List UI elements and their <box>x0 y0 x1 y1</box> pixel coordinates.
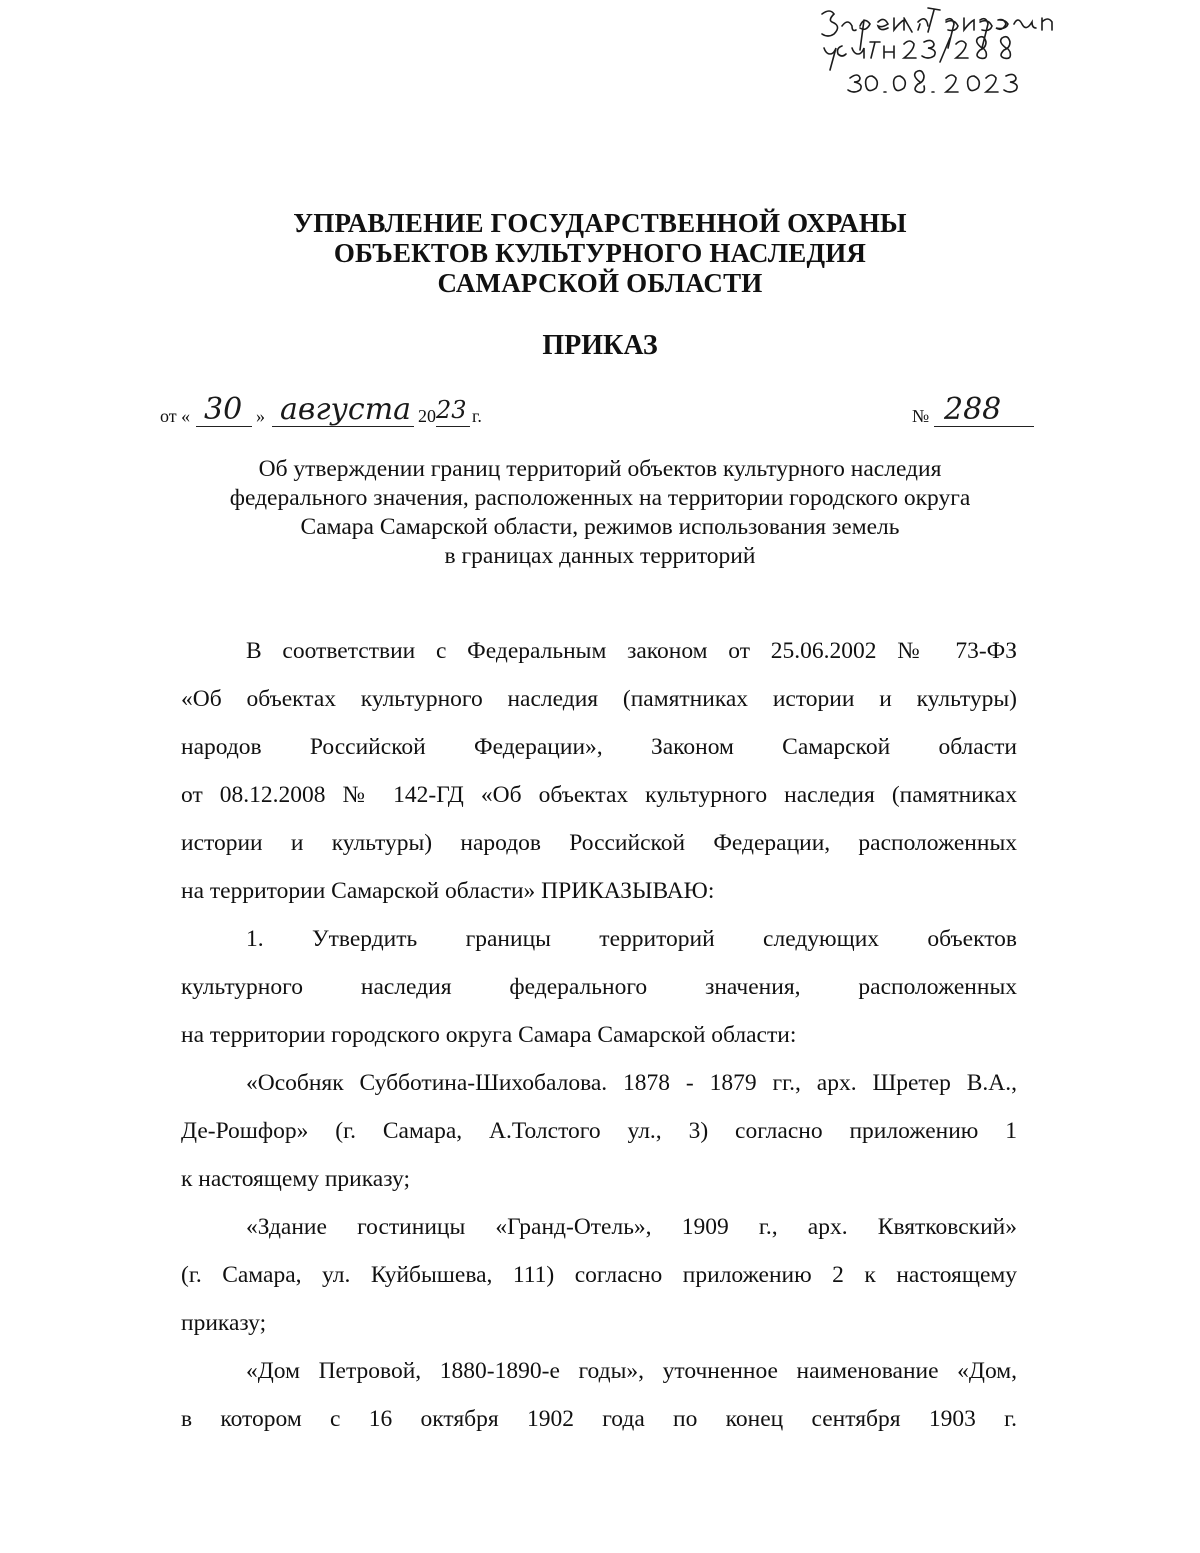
object-2-line-3: приказу; <box>181 1310 267 1336</box>
title-line-4: в границах данных территорий <box>444 543 756 569</box>
object-3-line-2: в котором с 16 октября 1902 года по конец сентября 1903 г. <box>181 1406 1017 1432</box>
date-quote-close: » <box>256 406 265 426</box>
year-prefix: 20 <box>418 406 436 426</box>
paragraph-preamble-line-6: на территории Самарской области» ПРИКАЗЫВАЮ: <box>181 878 715 904</box>
date-prefix: от « <box>160 406 191 426</box>
issuing-authority <box>0 208 1200 298</box>
paragraph-preamble-line-2: «Об объектах культурного наследия (памятниках истории и культуры) <box>181 686 1017 712</box>
document-body <box>181 627 1017 1443</box>
item-1-line-3: на территории городского округа Самара Самарской области: <box>181 1022 797 1048</box>
object-3-line-1: «Дом Петровой, 1880-1890-е годы», уточненное наименование «Дом, <box>246 1358 1017 1384</box>
object-1-line-1: «Особняк Субботина-Шихобалова. 1878 - 1879 гг., арх. Шретер В.А., <box>246 1070 1017 1096</box>
object-1-line-2: Де-Рошфор» (г. Самара, А.Толстого ул., 3) согласно приложению 1 <box>181 1118 1017 1144</box>
date-day: 30 <box>204 392 243 427</box>
title-line-3: Самара Самарской области, режимов использования земель <box>300 514 900 540</box>
paragraph-preamble-line-1: В соответствии с Федеральным законом от 25.06.2002 № 73-ФЗ <box>246 638 1017 664</box>
item-1-line-2: культурного наследия федерального значения, расположенных <box>181 974 1017 1000</box>
authority-line-1: УПРАВЛЕНИЕ ГОСУДАРСТВЕННОЙ ОХРАНЫ <box>293 208 907 238</box>
paragraph-preamble-line-5: истории и культуры) народов Российской Федерации, расположенных <box>181 830 1017 856</box>
date-number-line <box>160 385 1040 435</box>
authority-line-2: ОБЪЕКТОВ КУЛЬТУРНОГО НАСЛЕДИЯ <box>333 238 867 268</box>
number-label: № <box>912 406 930 426</box>
year-suffix: 23 <box>436 396 467 424</box>
date-month: августа <box>280 392 412 427</box>
document-type: ПРИКАЗ <box>542 330 658 361</box>
title-line-2: федерального значения, расположенных на территории городского округа <box>229 485 971 511</box>
document-number: 288 <box>944 392 1002 427</box>
registration-handwritten-note <box>800 2 1100 107</box>
paragraph-preamble-line-3: народов Российской Федерации», Законом Самарской области <box>181 734 1017 760</box>
authority-line-3: САМАРСКОЙ ОБЛАСТИ <box>437 268 763 298</box>
year-underline <box>436 426 470 427</box>
object-2-line-1: «Здание гостиницы «Гранд-Отель», 1909 г., арх. Квятковский» <box>246 1214 1017 1240</box>
item-1-line-1: 1. Утвердить границы территорий следующих объектов <box>246 926 1017 952</box>
object-1-line-3: к настоящему приказу; <box>181 1166 410 1192</box>
object-2-line-2: (г. Самара, ул. Куйбышева, 111) согласно приложению 2 к настоящему <box>181 1262 1017 1288</box>
paragraph-preamble-line-4: от 08.12.2008 № 142-ГД «Об объектах культурного наследия (памятниках <box>181 782 1017 808</box>
year-end: г. <box>472 406 482 426</box>
title-line-1: Об утверждении границ территорий объектов культурного наследия <box>258 456 942 482</box>
document-title <box>150 455 1050 571</box>
